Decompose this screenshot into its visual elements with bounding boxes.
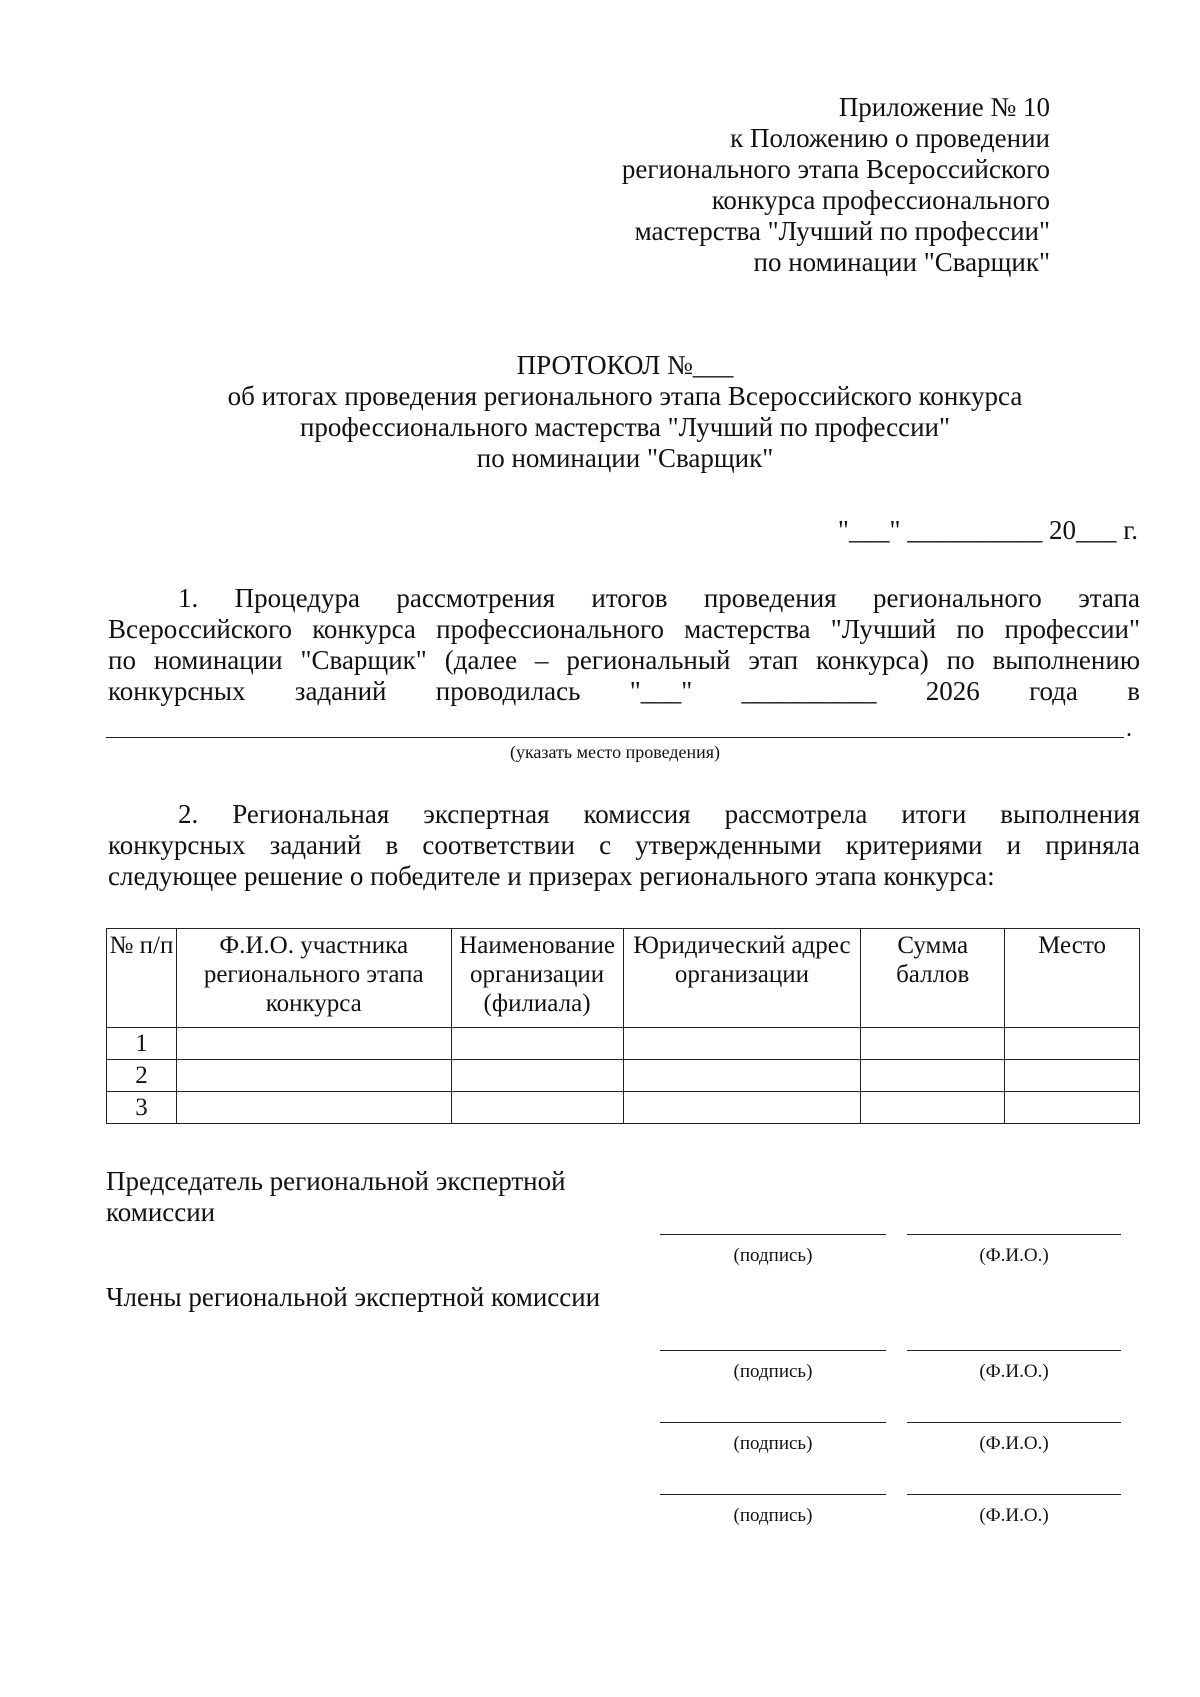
table-cell <box>1005 1060 1140 1092</box>
appendix-line: мастерства "Лучший по профессии" <box>634 216 1050 246</box>
appendix-line: к Положению о проведении <box>730 123 1050 153</box>
table-header-row <box>107 929 1140 1028</box>
table-cell <box>176 1092 451 1124</box>
member-signature-line <box>660 1422 886 1423</box>
appendix-line: конкурса профессионального <box>711 185 1050 215</box>
protocol-subtitle-line: по номинации "Сварщик" <box>476 443 774 473</box>
col-header-participant: Ф.И.О. участника регионального этапа конкурса <box>176 929 451 1028</box>
col-header-address: Юридический адрес организации <box>623 929 861 1028</box>
paragraph-line: конкурсных заданий в соответствии с утвержденными критериями и приняла <box>108 830 1140 860</box>
col-header-number: № п/п <box>107 929 177 1028</box>
signature-caption: (подпись) <box>733 1361 813 1382</box>
signature-caption: (подпись) <box>733 1505 813 1526</box>
name-caption: (Ф.И.О.) <box>979 1433 1049 1454</box>
table-cell <box>861 1092 1005 1124</box>
chairman-label-line: комиссии <box>106 1197 216 1227</box>
chairman-label <box>106 1166 566 1228</box>
name-caption: (Ф.И.О.) <box>979 1245 1049 1266</box>
table-row <box>107 1060 1140 1092</box>
row-number: 3 <box>107 1092 177 1124</box>
paragraph-line: Всероссийского конкурса профессионального мастерства "Лучший по профессии" <box>108 614 1140 644</box>
table-cell <box>451 1060 623 1092</box>
chairman-label-line: Председатель региональной экспертной <box>106 1166 566 1196</box>
word: проводилась <box>435 676 581 706</box>
name-caption: (Ф.И.О.) <box>979 1361 1049 1382</box>
appendix-line: регионального этапа Всероссийского <box>621 154 1050 184</box>
chairman-name-line <box>907 1234 1121 1235</box>
year-value: 2026 <box>925 676 980 706</box>
section-2-paragraph <box>108 799 1140 892</box>
member-signature-line <box>660 1494 886 1495</box>
word: заданий <box>294 676 387 706</box>
row-number: 2 <box>107 1060 177 1092</box>
table-cell <box>623 1028 861 1060</box>
member-name-line <box>907 1494 1121 1495</box>
place-blank-line <box>106 737 1124 738</box>
section-1-paragraph <box>108 583 1140 707</box>
col-header-place: Место <box>1005 929 1140 1028</box>
word: в <box>1127 676 1140 706</box>
table-cell <box>176 1060 451 1092</box>
protocol-title: ПРОТОКОЛ №___ <box>516 350 734 380</box>
member-signature-line <box>660 1350 886 1351</box>
table-cell <box>861 1060 1005 1092</box>
col-header-score: Сумма баллов <box>861 929 1005 1028</box>
paragraph-line: следующее решение о победителе и призерах регионального этапа конкурса: <box>108 861 995 891</box>
row-number: 1 <box>107 1028 177 1060</box>
table-row <box>107 1092 1140 1124</box>
paragraph-last-line <box>108 676 1140 707</box>
table-cell <box>451 1028 623 1060</box>
name-caption: (Ф.И.О.) <box>979 1505 1049 1526</box>
protocol-date-line: "___" __________ 20___ г. <box>837 515 1138 545</box>
word: года <box>1029 676 1078 706</box>
table-cell <box>176 1028 451 1060</box>
member-name-line <box>907 1422 1121 1423</box>
month-blank: __________ <box>741 676 877 706</box>
appendix-line: по номинации "Сварщик" <box>753 247 1050 277</box>
appendix-header <box>530 92 1050 278</box>
place-caption: (указать место проведения) <box>509 742 721 762</box>
table-row <box>107 1028 1140 1060</box>
appendix-line: Приложение № 10 <box>838 92 1050 122</box>
table-cell <box>1005 1092 1140 1124</box>
day-blank: "___" <box>629 676 693 706</box>
results-table <box>106 928 1140 1124</box>
table-cell <box>451 1092 623 1124</box>
table-cell <box>1005 1028 1140 1060</box>
signature-caption: (подпись) <box>733 1433 813 1454</box>
paragraph-line: 1. Процедура рассмотрения итогов проведения регионального этапа <box>178 583 1140 613</box>
word: конкурсных <box>108 676 246 706</box>
col-header-organization: Наименование организации (филиала) <box>451 929 623 1028</box>
place-line-period: . <box>1126 716 1132 742</box>
paragraph-line: по номинации "Сварщик" (далее – региональный этап конкурса) по выполнению <box>108 645 1140 675</box>
table-cell <box>623 1060 861 1092</box>
table-cell <box>861 1028 1005 1060</box>
protocol-title-block <box>110 350 1140 474</box>
table-cell <box>623 1092 861 1124</box>
signature-caption: (подпись) <box>733 1245 813 1266</box>
members-label: Члены региональной экспертной комиссии <box>106 1282 601 1312</box>
protocol-subtitle-line: об итогах проведения регионального этапа Всероссийского конкурса <box>227 381 1023 411</box>
paragraph-line: 2. Региональная экспертная комиссия рассмотрела итоги выполнения <box>178 799 1140 829</box>
protocol-subtitle-line: профессионального мастерства "Лучший по профессии" <box>299 412 950 442</box>
member-name-line <box>907 1350 1121 1351</box>
chairman-signature-line <box>660 1234 886 1235</box>
